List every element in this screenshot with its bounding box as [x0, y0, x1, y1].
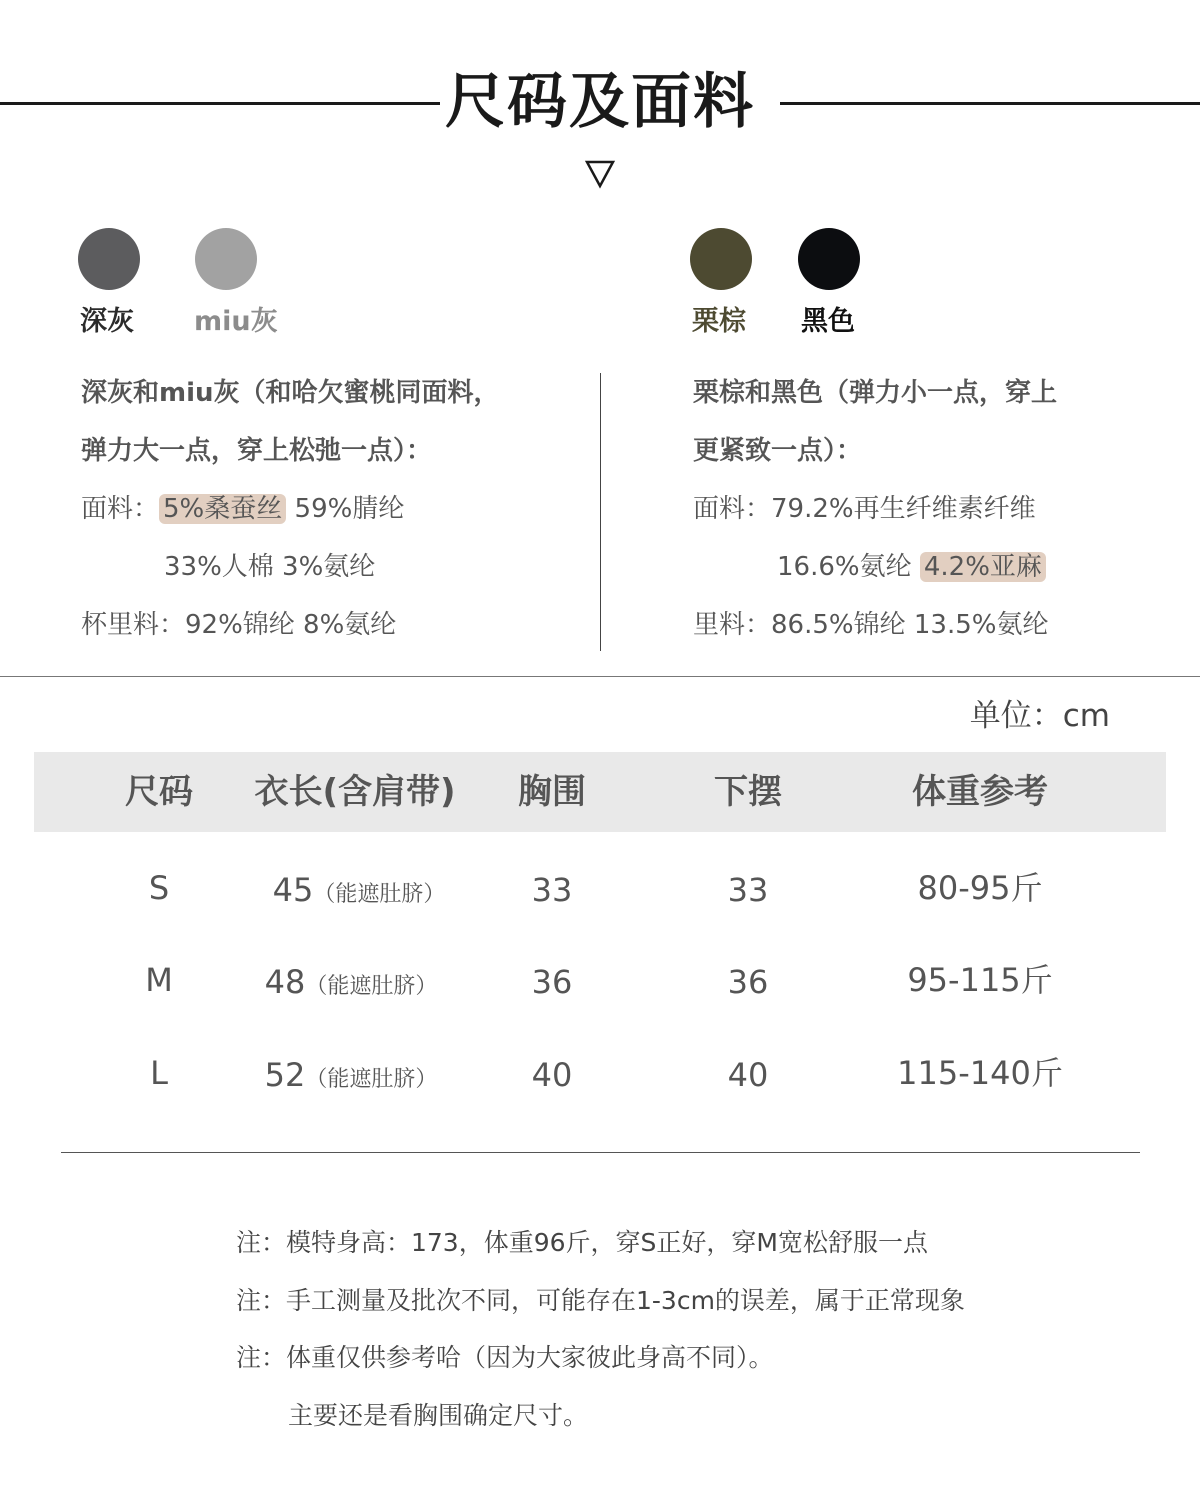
- color-label-chestnut-brown: 栗棕: [692, 306, 746, 337]
- fabric-rest: 59%腈纶: [286, 494, 405, 524]
- color-label-miu-grey: miu灰: [194, 306, 278, 337]
- row-m-bust: 36: [531, 963, 573, 1001]
- section-divider: [0, 676, 1200, 677]
- notes: [236, 1214, 965, 1444]
- swatch-miu-grey: [195, 228, 257, 290]
- fabric-plain: 16.6%氨纶: [777, 552, 920, 582]
- color-label-dark-grey: 深灰: [80, 306, 134, 337]
- table-bottom-rule: [61, 1152, 1140, 1153]
- fabric-info-left: [81, 364, 500, 654]
- row-l-length-note: （能遮肚脐）: [305, 1067, 438, 1092]
- swatch-dark-grey: [78, 228, 140, 290]
- fabric-composition-left: [81, 480, 500, 538]
- row-s-length: [230, 868, 488, 917]
- unit-label: 单位：cm: [969, 698, 1110, 734]
- fabric-highlight-linen: 4.2%亚麻: [920, 552, 1046, 582]
- fabric-heading-left-1: 深灰和miu灰（和哈欠蜜桃同面料，: [81, 378, 500, 408]
- lining-right: 里料：86.5%锦纶 13.5%氨纶: [693, 610, 1049, 640]
- fabric-composition-left-2: 33%人棉 3%氨纶: [164, 552, 376, 582]
- header-weight: 体重参考: [912, 772, 1048, 812]
- row-m-size: M: [145, 961, 173, 999]
- row-s-bust: 33: [531, 871, 573, 909]
- fabric-label: 面料：: [81, 494, 160, 524]
- row-m-length-note: （能遮肚脐）: [305, 974, 438, 999]
- note-bust: 主要还是看胸围确定尺寸。: [288, 1400, 589, 1430]
- header-bust: 胸围: [518, 772, 586, 812]
- row-m-length: [222, 960, 480, 1009]
- color-label-black: 黑色: [801, 306, 855, 337]
- row-l-weight: 115-140斤: [897, 1054, 1063, 1092]
- note-model: 注：模特身高：173，体重96斤，穿S正好，穿M宽松舒服一点: [236, 1228, 928, 1257]
- row-m-weight: 95-115斤: [907, 961, 1053, 999]
- lining-left: 杯里料：92%锦纶 8%氨纶: [81, 610, 397, 640]
- row-m-length-value: 48: [264, 963, 306, 1001]
- fabric-heading-right-1: 栗棕和黑色（弹力小一点，穿上: [693, 378, 1058, 408]
- row-s-weight: 80-95斤: [917, 869, 1043, 907]
- row-l-length: [222, 1053, 480, 1102]
- row-s-length-note: （能遮肚脐）: [313, 882, 446, 907]
- header-length: 衣长(含肩带): [254, 772, 456, 812]
- fabric-composition-right: 面料：79.2%再生纤维素纤维: [693, 494, 1036, 524]
- row-m-hem: 36: [727, 963, 769, 1001]
- row-l-hem: 40: [727, 1056, 769, 1094]
- fabric-composition-right-2: [693, 538, 1057, 596]
- header-size: 尺码: [125, 772, 193, 812]
- fabric-info-right: [693, 364, 1057, 654]
- swatch-chestnut-brown: [690, 228, 752, 290]
- row-s-length-value: 45: [272, 871, 314, 909]
- row-s-hem: 33: [727, 871, 769, 909]
- vertical-divider: [600, 373, 601, 651]
- triangle-down-icon: [584, 158, 616, 190]
- swatch-black: [798, 228, 860, 290]
- note-measurement: 注：手工测量及批次不同，可能存在1-3cm的误差，属于正常现象: [236, 1285, 965, 1315]
- row-l-size: L: [150, 1054, 168, 1092]
- header-hem: 下摆: [714, 772, 782, 812]
- note-weight: 注：体重仅供参考哈（因为大家彼此身高不同）。: [236, 1343, 774, 1372]
- fabric-highlight-silk: 5%桑蚕丝: [159, 494, 286, 524]
- fabric-heading-right-2: 更紧致一点）：: [693, 436, 863, 466]
- row-l-bust: 40: [531, 1056, 573, 1094]
- row-s-size: S: [148, 869, 170, 907]
- page-title: 尺码及面料: [445, 67, 755, 137]
- row-l-length-value: 52: [264, 1056, 306, 1094]
- fabric-heading-left-2: 弹力大一点，穿上松弛一点）：: [81, 436, 433, 466]
